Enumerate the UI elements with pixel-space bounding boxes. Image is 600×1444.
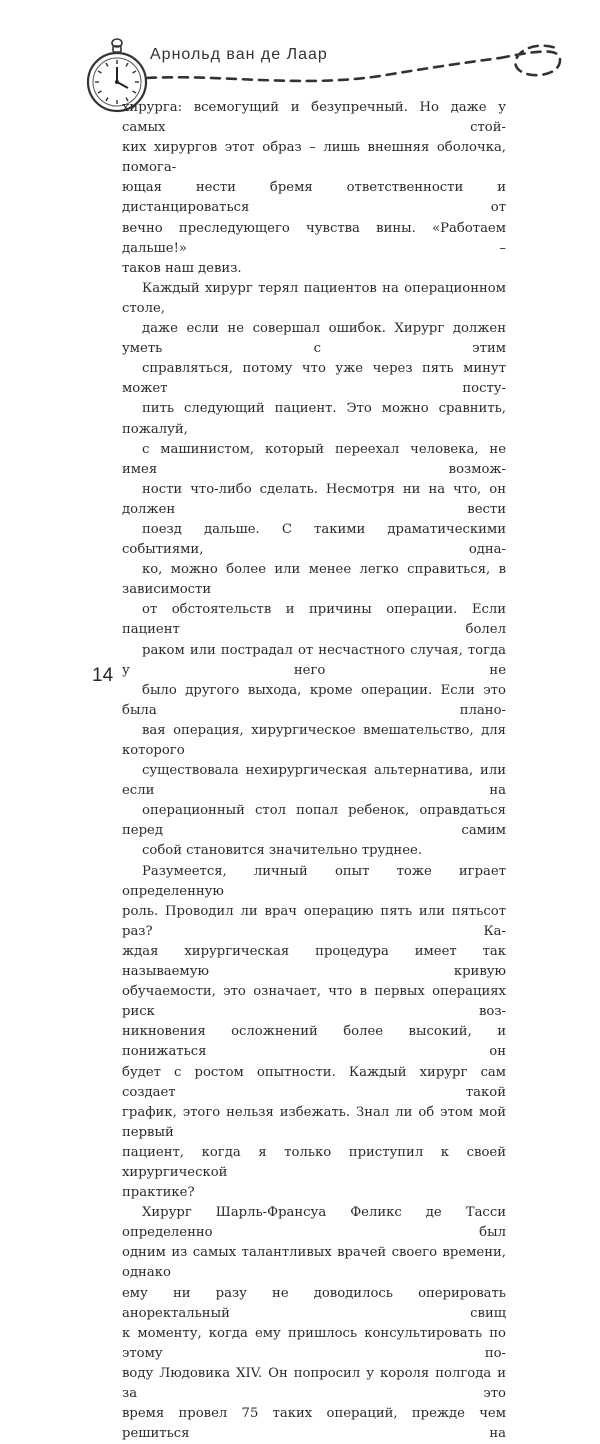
text-line: к моменту, когда ему пришлось консультировать по этому по- (122, 1325, 506, 1361)
text-line: таков наш девиз. (122, 260, 242, 276)
text-line: хирурга: всемогущий и безупречный. Но даже у самых стой- (122, 100, 506, 136)
text-line: Разумеется, личный опыт тоже играет определенную (122, 863, 506, 899)
body-text (122, 98, 506, 1444)
text-line: ких хирургов этот образ – лишь внешняя оболочка, помога- (122, 140, 506, 176)
text-line: было другого выхода, кроме операции. Если это была плано- (122, 682, 506, 718)
text-line: существовала нехирургическая альтернатива, или если на (122, 763, 506, 799)
text-line: вечно преследующего чувства вины. «Работаем дальше!» – (122, 220, 506, 256)
text-line: график, этого нельзя избежать. Знал ли об этом мой первый (122, 1104, 506, 1140)
text-line: поезд дальше. С такими драматическими событиями, одна- (122, 521, 506, 558)
text-line: пациент, когда я только приступил к своей хирургической (122, 1144, 506, 1180)
text-line: ющая нести бремя ответственности и дистанцироваться от (122, 180, 506, 216)
text-line: Каждый хирург терял пациентов на операционном столе, (122, 280, 506, 316)
text-line: ко, можно более или менее легко справиться, в зависимости (122, 562, 506, 598)
text-line: одним из самых талантливых врачей своего времени, однако (122, 1245, 506, 1281)
text-line: от обстоятельств и причины операции. Если пациент болел (122, 602, 506, 638)
text-line: справляться, потому что уже через пять минут может посту- (122, 361, 506, 397)
page-number: 14 (92, 665, 114, 686)
text-line: будет с ростом опытности. Каждый хирург сам создает такой (122, 1064, 506, 1100)
text-line: роль. Проводил ли врач операцию пять или пятьсот раз? Ка- (122, 903, 506, 939)
author-name: Арнольд ван де Лаар (150, 46, 328, 63)
text-line: даже если не совершал ошибок. Хирург должен уметь с этим (122, 321, 506, 357)
text-line: ему ни разу не доводилось оперировать аноректальный свищ (122, 1285, 506, 1321)
text-line: с машинистом, который переехал человека, не имея возмож- (122, 441, 506, 477)
text-line: практике? (122, 1185, 195, 1201)
paragraph-2 (122, 279, 506, 862)
text-line: Хирург Шарль-Франсуа Феликс де Тасси определенно был (122, 1205, 506, 1241)
text-line: время провел 75 таких операций, прежде чем решиться на (122, 1406, 506, 1442)
text-line: собой становится значительно труднее. (142, 843, 423, 859)
text-line: ждая хирургическая процедура имеет так называемую кривую (122, 943, 506, 980)
paragraph-1 (122, 98, 506, 279)
text-line: воду Людовика XIV. Он попросил у короля полгода и за это (122, 1365, 506, 1401)
text-line: раком или пострадал от несчастного случая, тогда у него не (122, 642, 506, 678)
paragraph-4 (122, 1203, 506, 1444)
text-line: обучаемости, это означает, что в первых операциях риск воз- (122, 984, 506, 1020)
text-line: никновения осложнений более высокий, и понижаться он (122, 1024, 506, 1060)
text-line: вая операция, хирургическое вмешательство, для которого (122, 722, 506, 758)
text-line: операционный стол попал ребенок, оправдаться перед самим (122, 803, 506, 839)
paragraph-3 (122, 862, 506, 1204)
dashed-loop (500, 46, 560, 76)
text-line: пить следующий пациент. Это можно сравнить, пожалуй, (122, 401, 506, 437)
text-line: ности что-либо сделать. Несмотря ни на что, он должен вести (122, 481, 506, 517)
